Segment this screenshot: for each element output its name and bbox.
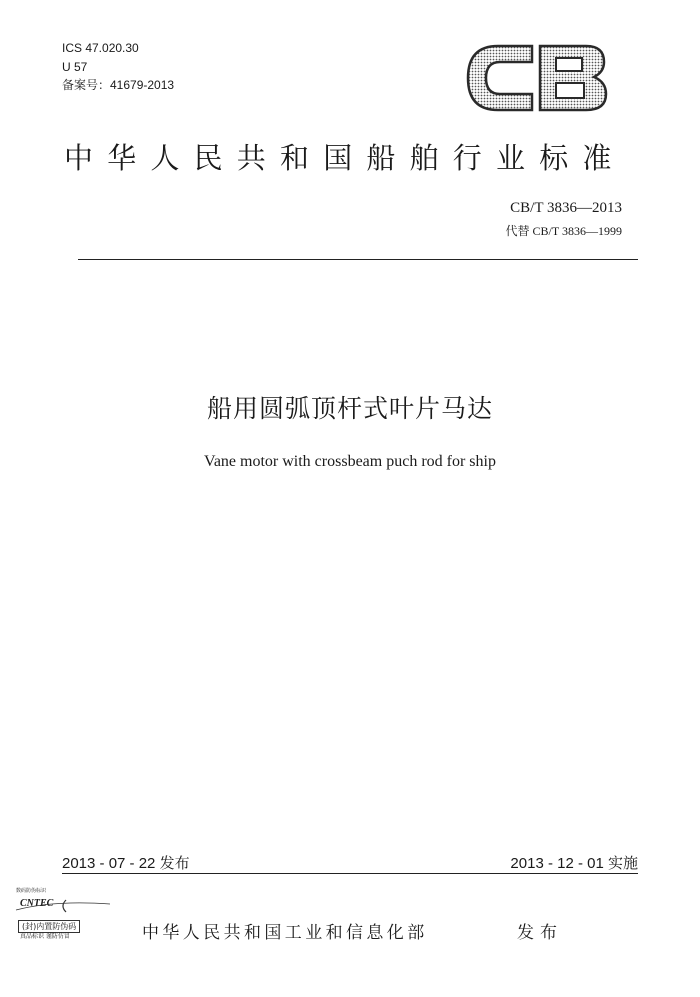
ccs-code: U 57 — [62, 60, 88, 74]
stamp-line-1: 数码防伪标识 — [16, 888, 47, 894]
bottom-divider — [62, 873, 638, 874]
stamp-line-3: 真品标识 谨防仿冒 — [20, 933, 70, 940]
implementation-date: 2013 - 12 - 01 实施 — [510, 855, 638, 872]
issue-date: 2013 - 07 - 22 发布 — [62, 855, 190, 872]
top-divider — [78, 259, 638, 260]
document-title-en: Vane motor with crossbeam puch rod for ship — [204, 453, 496, 470]
standard-category-title: 中华人民共和国船舶行业标准 — [64, 141, 626, 175]
replaces-code: 代替 CB/T 3836—1999 — [505, 224, 622, 238]
stamp-line-2: (封)内置防伪码 — [18, 920, 80, 933]
standard-code: CB/T 3836—2013 — [510, 200, 622, 216]
ics-code: ICS 47.020.30 — [62, 41, 139, 55]
stamp-swoosh-icon — [14, 896, 114, 914]
publish-label: 发布 — [517, 923, 563, 943]
record-number: 备案号：41679-2013 — [62, 78, 175, 92]
anti-counterfeit-stamp — [14, 886, 114, 946]
issuing-authority: 中华人民共和国工业和信息化部 — [142, 923, 428, 943]
document-title-cn: 船用圆弧顶杆式叶片马达 — [206, 394, 493, 423]
stamp-brand: CNTEC — [20, 898, 54, 909]
cb-logo — [462, 40, 610, 116]
